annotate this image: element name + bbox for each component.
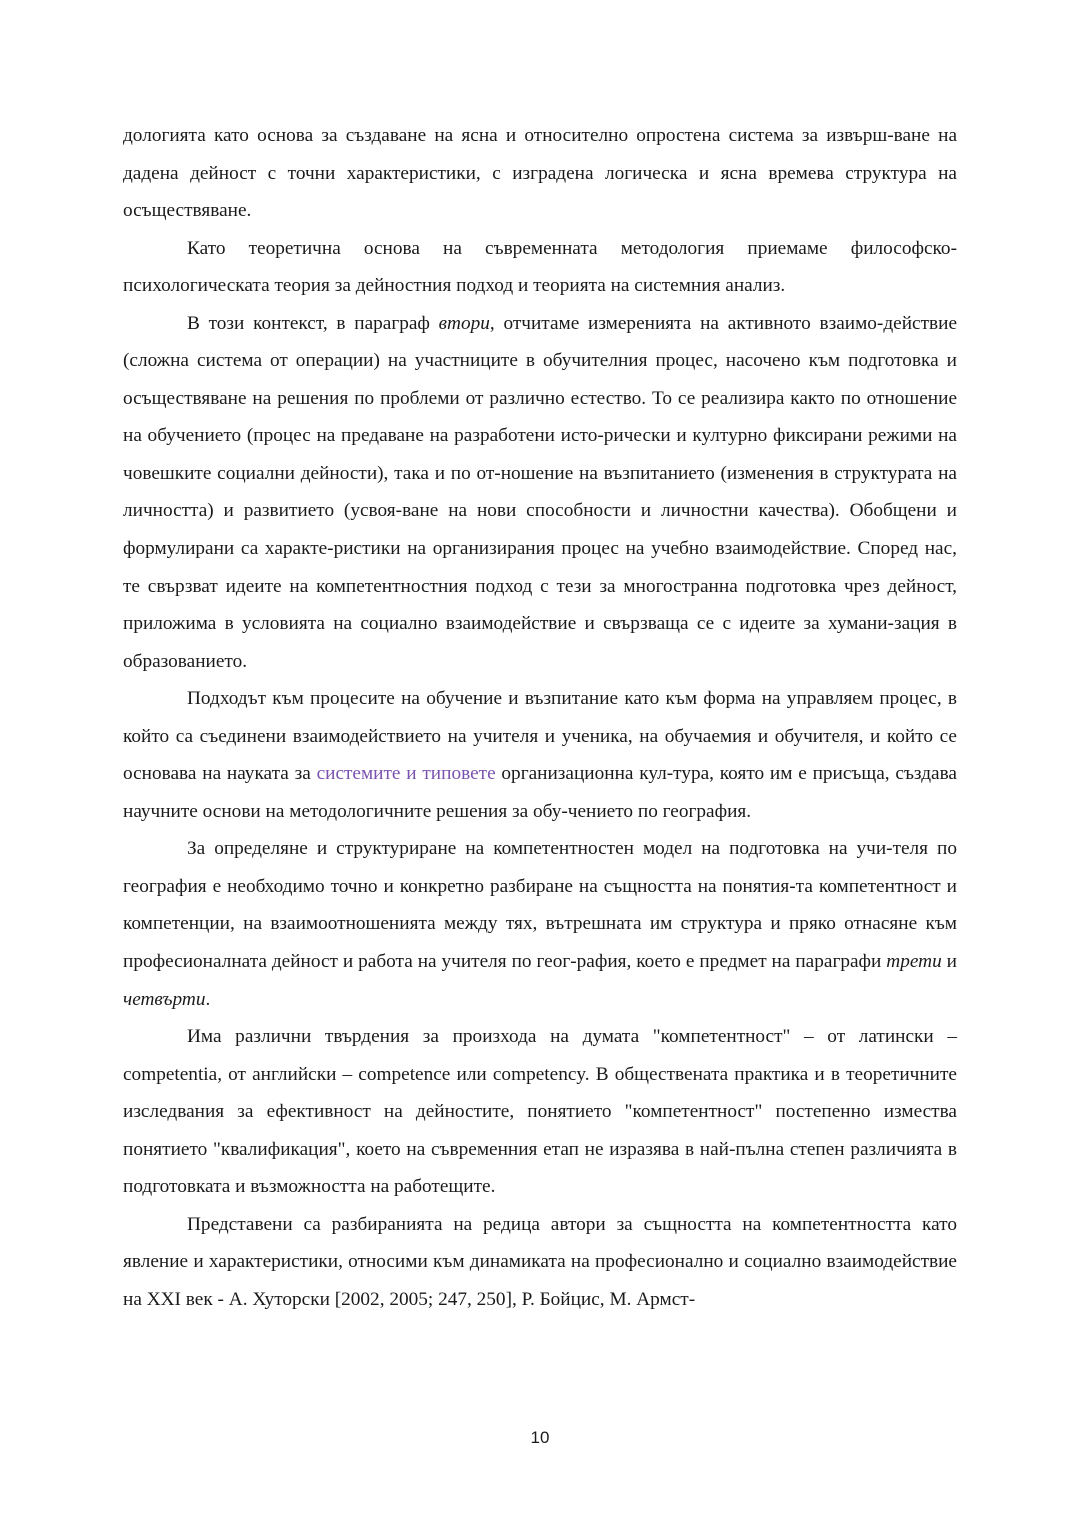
paragraph-4-text-c: организационна кул-тура, която им е присъща, създава научните основи на методологичните решения за обу-чението по география. <box>123 763 957 822</box>
paragraph-3-emphasis: втори <box>438 312 490 334</box>
paragraph-5-emphasis-third: трети <box>886 951 942 973</box>
paragraph-3-text-c: , отчитаме измеренията на активното взаимо-действие (сложна система от операции) на участниците в обучителния процес, насочено към подготовка и осъществяване на решения по проблеми от различно естество. То се реализира както по отношение на обучението (процес на предаване на разработени исто-рически и културно фиксирани режими на човешките социални дейности), така и по от-ношение на възпитанието (изменения в структурата на личността) и развитието (усвоя-ване на нови способности и личностни качества). Обобщени и формулирани са характе-ристики на организирания процес на учебно взаимодействие. Според нас, те свързват идеите на компетентностния подход с тези за многостранна подготовка чрез дейност, приложима в условията на социално взаимодействие и свързваща се с идеите за хумани-зация в образованието. <box>123 312 957 672</box>
paragraph-5-text-c: и <box>941 951 957 973</box>
systems-and-types-link[interactable]: системите и типовете <box>316 763 496 785</box>
paragraph-5 <box>123 830 957 1018</box>
paragraph-4-text-a: Подходът към процесите на обучение и възпитание като към форма на управляем процес, в който са съединени взаимодействието на учителя и ученика, на обучаемия и обучителя, и който се основава на науката за <box>123 688 957 785</box>
paragraph-7: Представени са разбиранията на редица автори за същността на компетентността като явление и характеристики, относими към динамиката на професионално и социално взаимодействие на XXI век - А. Хуторски [2002, 2005; 247, 250], Р. Бойцис, М. Армст- <box>123 1213 957 1310</box>
paragraph-5-text-e: . <box>205 988 211 1010</box>
document-body <box>123 117 957 1319</box>
paragraph-4 <box>123 680 957 830</box>
paragraph-3 <box>123 305 957 680</box>
paragraph-6: Има различни твърдения за произхода на думата "компетентност" – от латински – competentia, от английски – competence или competency. В обществената практика и в теоретичните изследвания за ефективност на дейностите, понятието "компетентност" постепенно измества понятието "квалификация", което на съвременния етап не изразява в най-пълна степен различията в подготовката и възможността на работещите. <box>123 1026 957 1198</box>
paragraph-5-emphasis-fourth: четвърти <box>123 988 206 1010</box>
paragraph-3-text-a: В този контекст, в параграф <box>187 312 439 334</box>
page-number: 10 <box>530 1428 550 1447</box>
paragraph-2: Като теоретична основа на съвременната методология приемаме философско-психологическата теория за дейностния подход и теорията на системния анализ. <box>123 237 957 297</box>
paragraph-1: дологията като основа за създаване на ясна и относително опростена система за извърш-ване на дадена дейност с точни характеристики, с изградена логическа и ясна времева структура на осъществяване. <box>123 125 957 222</box>
paragraph-5-text-a: За определяне и структуриране на компетентностен модел на подготовка на учи-теля по география е необходимо точно и конкретно разбиране на същността на понятия-та компетентност и компетенции, на взаимоотношенията между тях, вътрешната им структура и пряко отнасяне към професионалната дейност и работа на учителя по геог-рафия, което е предмет на параграфи <box>123 838 957 973</box>
